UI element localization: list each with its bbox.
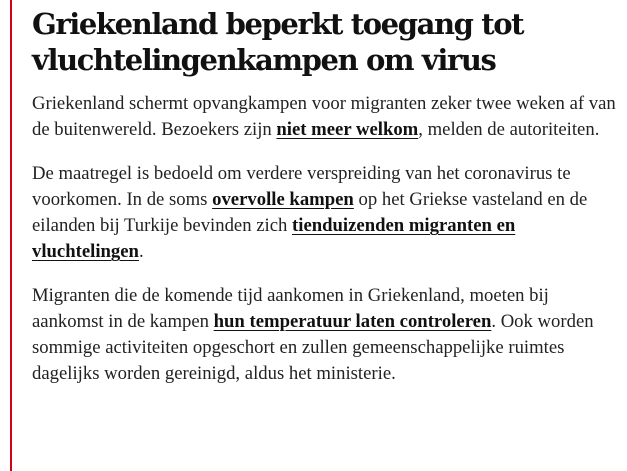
highlight-link-temperatuur[interactable]: hun temperatuur laten controleren bbox=[213, 311, 492, 332]
highlight-link-niet-meer-welkom[interactable]: niet meer welkom bbox=[276, 119, 419, 140]
paragraph-text: Griekenland schermt opvangkampen voor migranten zeker twee weken af van de buitenwereld. Bezoekers zijn bbox=[32, 93, 616, 140]
paragraph-text: op het Griekse vasteland en de eilanden bij Turkije bevinden zich bbox=[32, 189, 588, 236]
article bbox=[32, 6, 617, 405]
highlight-link-tienduizenden[interactable]: tienduizenden migranten en vluchtelingen bbox=[32, 215, 516, 262]
article-paragraph-1 bbox=[32, 91, 617, 143]
highlight-link-overvolle-kampen[interactable]: overvolle kampen bbox=[212, 189, 354, 210]
article-accent-bar bbox=[10, 0, 12, 471]
paragraph-text: De maatregel is bedoeld om verdere verspreiding van het coronavirus te voorkomen. In de soms bbox=[32, 163, 571, 210]
article-headline: Griekenland beperkt toegang tot vluchtelingenkampen om virus bbox=[32, 7, 524, 77]
paragraph-text: . Ook worden sommige activiteiten opgeschort en zullen gemeenschappelijke ruimtes dagelijks worden gereinigd, aldus het ministerie. bbox=[32, 311, 594, 384]
paragraph-text: . bbox=[138, 241, 144, 262]
paragraph-text: Migranten die de komende tijd aankomen in Griekenland, moeten bij aankomst in de kampen bbox=[32, 285, 549, 332]
article-paragraph-2 bbox=[32, 161, 617, 265]
article-paragraph-3 bbox=[32, 283, 617, 387]
paragraph-text: , melden de autoriteiten. bbox=[418, 119, 600, 140]
